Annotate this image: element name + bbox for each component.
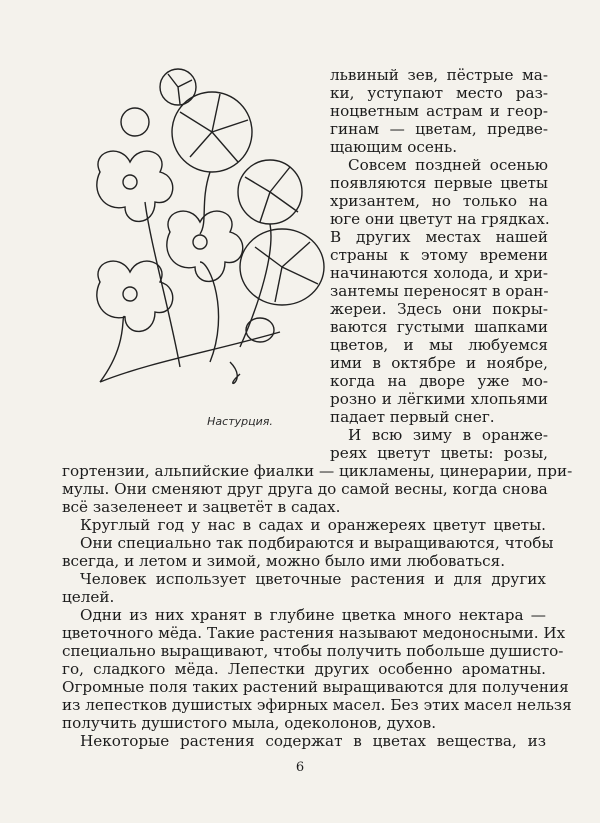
text-line: ими в октябре и ноябре,: [330, 354, 548, 372]
page-number: 6: [295, 760, 305, 775]
text-line: начинаются холода, и хри-: [330, 264, 548, 282]
nasturtium-drawing-icon: [60, 62, 330, 402]
text-line: всегда, и летом и зимой, можно было ими любоваться.: [62, 552, 506, 570]
text-line: В других местах нашей: [330, 228, 548, 246]
text-line: когда на дворе уже мо-: [330, 372, 548, 390]
text-line: появляются первые цветы: [330, 174, 548, 192]
text-line: Некоторые растения содержат в цветах вещества, из: [80, 732, 546, 750]
text-line: жереи. Здесь они покры-: [330, 300, 548, 318]
figure-caption: Настурция.: [207, 415, 273, 428]
text-line: цветочного мёда. Такие растения называют медоносными. Их: [62, 624, 566, 642]
text-line: цветов, и мы любуемся: [330, 336, 548, 354]
text-line: ваются густыми шапками: [330, 318, 548, 336]
text-line: зантемы переносят в оран-: [330, 282, 549, 300]
text-line: хризантем, но только на: [330, 192, 548, 210]
text-line: специально выращивают, чтобы получить побольше душисто-: [62, 642, 564, 660]
text-line: гинам — цветам, предве-: [330, 120, 548, 138]
text-line: Человек использует цветочные растения и для других: [80, 570, 546, 588]
text-line: го, сладкого мёда. Лепестки других особенно ароматны.: [62, 660, 546, 678]
text-line: из лепестков душистых эфирных масел. Без этих масел нельзя: [62, 696, 572, 714]
text-line: Одни из них хранят в глубине цветка много нектара —: [80, 606, 546, 624]
text-line: страны к этому времени: [330, 246, 548, 264]
text-line: Огромные поля таких растений выращиваются для получения: [62, 678, 569, 696]
text-line: гортензии, альпийские фиалки — цикламены, цинерарии, при-: [62, 462, 573, 480]
text-line: получить душистого мыла, одеколонов, духов.: [62, 714, 437, 732]
text-line: розно и лёгкими хлопьями: [330, 390, 548, 408]
text-line: всё зазеленеет и зацветёт в садах.: [62, 498, 341, 516]
text-line: щающим осень.: [330, 138, 458, 156]
text-line: ки, уступают место раз-: [330, 84, 548, 102]
text-line: мулы. Они сменяют друг друга до самой весны, когда снова: [62, 480, 548, 498]
text-line: И всю зиму в оранже-: [348, 426, 548, 444]
text-line: Совсем поздней осенью: [348, 156, 548, 174]
text-line: целей.: [62, 588, 115, 606]
text-line: реях цветут цветы: розы,: [330, 444, 548, 462]
text-line: ноцветным астрам и геор-: [330, 102, 548, 120]
text-line: падает первый снег.: [330, 408, 495, 426]
text-line: Круглый год у нас в садах и оранжереях цветут цветы.: [80, 516, 546, 534]
text-line: юге они цветут на грядках.: [330, 210, 550, 228]
text-line: Они специально так подбираются и выращиваются, чтобы: [80, 534, 554, 552]
nasturtium-illustration: [60, 62, 330, 437]
text-line: львиный зев, пёстрые ма-: [330, 66, 548, 84]
